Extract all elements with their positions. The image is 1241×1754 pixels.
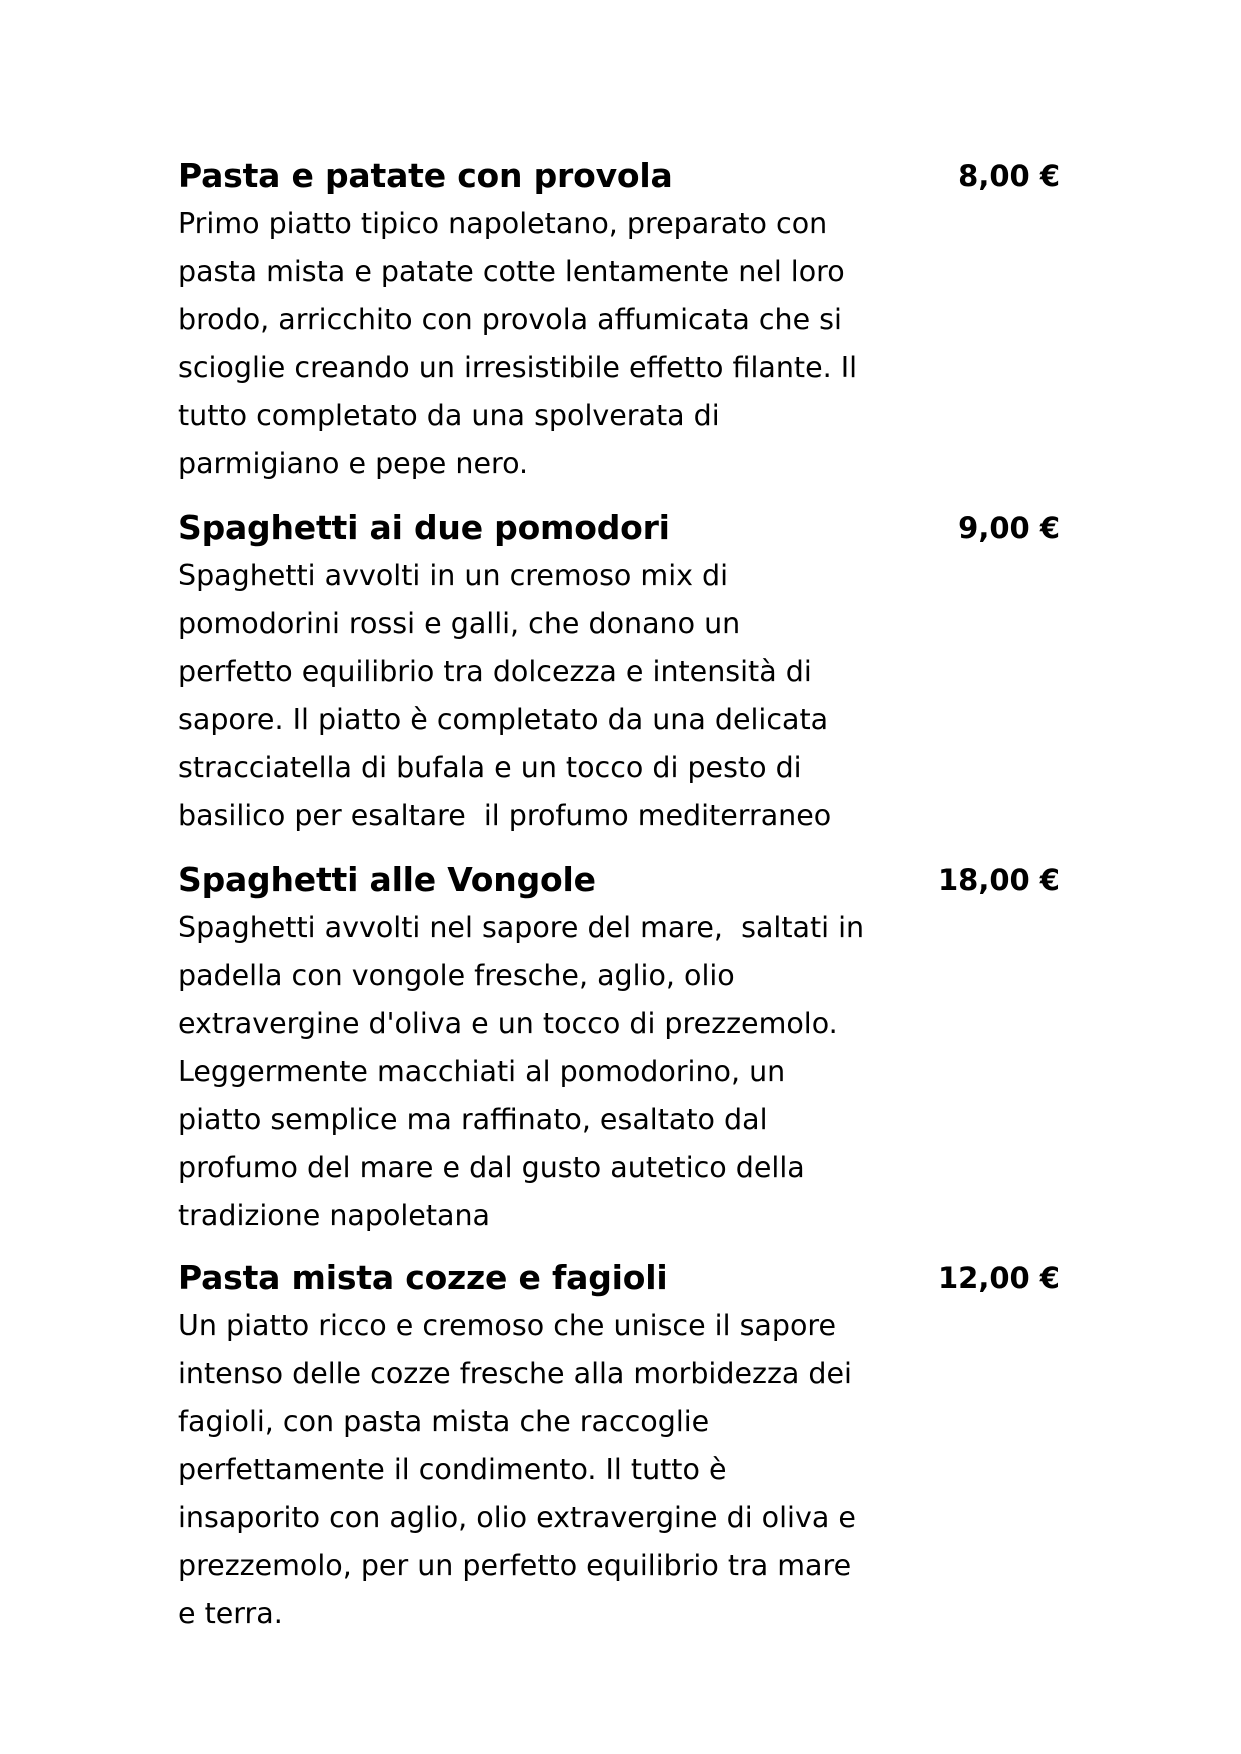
description-line: extravergine d'oliva e un tocco di prezzemolo. <box>178 1007 838 1040</box>
description-line: Primo piatto tipico napoletano, preparato con <box>178 207 828 240</box>
menu-item-spaghetti-ai-due-pomodori <box>178 504 1078 840</box>
description-line: scioglie creando un irresistibile effetto filante. Il <box>178 351 858 384</box>
menu-item-spaghetti-alle-vongole <box>178 856 1078 1240</box>
description-line: prezzemolo, per un perfetto equilibrio tra mare <box>178 1549 852 1582</box>
description-line: perfettamente il condimento. Il tutto è <box>178 1453 727 1486</box>
description-line: profumo del mare e dal gusto autetico della <box>178 1151 805 1184</box>
description-line: pomodorini rossi e galli, che donano un <box>178 607 741 640</box>
description-line: fagioli, con pasta mista che raccoglie <box>178 1405 710 1438</box>
dish-price: 9,00 € <box>958 511 1060 545</box>
dish-price: 18,00 € <box>937 863 1060 897</box>
description-line: insaporito con aglio, olio extravergine di oliva e <box>178 1501 856 1534</box>
menu-item-header <box>178 152 1078 200</box>
description-line: Spaghetti avvolti nel sapore del mare, saltati in <box>178 911 865 944</box>
dish-description <box>178 1302 918 1638</box>
menu-item-pasta-e-patate <box>178 152 1078 488</box>
dish-price: 8,00 € <box>958 159 1060 193</box>
description-line: perfetto equilibrio tra dolcezza e intensità di <box>178 655 812 688</box>
description-line: tradizione napoletana <box>178 1199 491 1232</box>
menu-item-header <box>178 504 1078 552</box>
description-line: parmigiano e pepe nero. <box>178 447 529 480</box>
description-line: Un piatto ricco e cremoso che unisce il sapore <box>178 1309 837 1342</box>
description-line: tutto completato da una spolverata di <box>178 399 720 432</box>
dish-description <box>178 200 918 488</box>
description-line: intenso delle cozze fresche alla morbidezza dei <box>178 1357 852 1390</box>
description-line: basilico per esaltare il profumo mediterraneo <box>178 799 832 832</box>
dish-name: Spaghetti alle Vongole <box>178 860 596 899</box>
description-line: padella con vongole fresche, aglio, olio <box>178 959 735 992</box>
description-line: stracciatella di bufala e un tocco di pesto di <box>178 751 802 784</box>
dish-description <box>178 552 918 840</box>
dish-name: Pasta mista cozze e fagioli <box>178 1258 668 1297</box>
description-line: Spaghetti avvolti in un cremoso mix di <box>178 559 729 592</box>
description-line: pasta mista e patate cotte lentamente nel loro <box>178 255 845 288</box>
menu-item-pasta-mista-cozze-e-fagioli <box>178 1254 1078 1638</box>
description-line: brodo, arricchito con provola affumicata che si <box>178 303 842 336</box>
description-line: e terra. <box>178 1597 283 1630</box>
dish-name: Pasta e patate con provola <box>178 156 673 195</box>
description-line: sapore. Il piatto è completato da una delicata <box>178 703 829 736</box>
description-line: Leggermente macchiati al pomodorino, un <box>178 1055 786 1088</box>
menu-item-header <box>178 856 1078 904</box>
menu-item-header <box>178 1254 1078 1302</box>
dish-price: 12,00 € <box>937 1261 1060 1295</box>
dish-name: Spaghetti ai due pomodori <box>178 508 670 547</box>
dish-description <box>178 904 918 1240</box>
description-line: piatto semplice ma raffinato, esaltato dal <box>178 1103 768 1136</box>
